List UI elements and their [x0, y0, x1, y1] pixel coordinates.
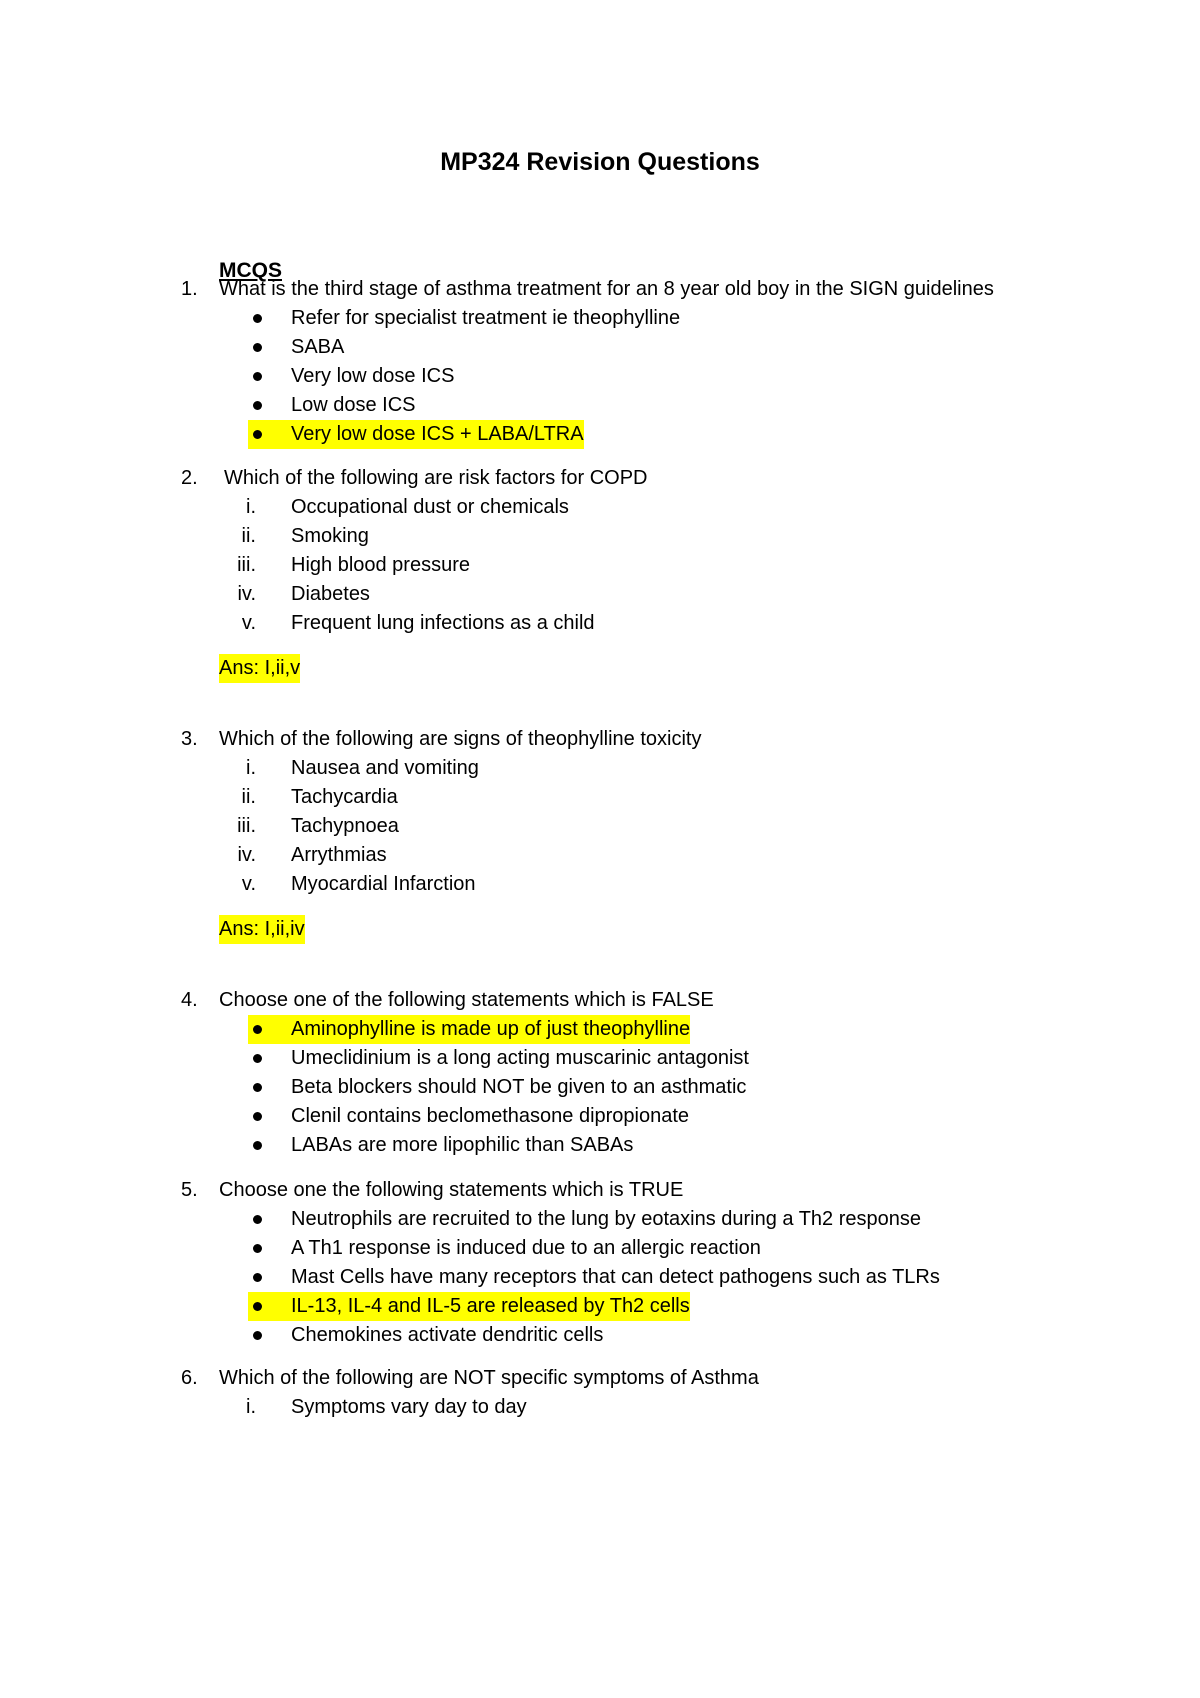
bullet-icon	[253, 1244, 262, 1253]
option-text: IL-13, IL-4 and IL-5 are released by Th2 cells	[291, 1292, 690, 1321]
question-text: Which of the following are signs of theophylline toxicity	[219, 728, 702, 750]
bullet-icon	[253, 1273, 262, 1282]
option-item	[0, 580, 1200, 609]
option-text: Aminophylline is made up of just theophylline	[291, 1015, 690, 1044]
option-item	[0, 1073, 1200, 1102]
option-text: High blood pressure	[291, 554, 470, 576]
option-text: Tachycardia	[291, 786, 398, 808]
option-item	[0, 1102, 1200, 1131]
bullet-icon	[253, 1025, 262, 1034]
option-item	[0, 522, 1200, 551]
option-marker: iv.	[237, 844, 256, 866]
option-item	[0, 1234, 1200, 1263]
bullet-icon	[253, 1302, 262, 1311]
option-text: Refer for specialist treatment ie theophylline	[291, 307, 681, 329]
option-item	[0, 493, 1200, 522]
option-item	[0, 754, 1200, 783]
option-text: Frequent lung infections as a child	[291, 612, 595, 634]
option-text: Very low dose ICS + LABA/LTRA	[291, 420, 584, 449]
option-item	[0, 1321, 1200, 1350]
question-line	[0, 275, 1200, 304]
bullet-icon	[253, 1215, 262, 1224]
option-text: Mast Cells have many receptors that can detect pathogens such as TLRs	[291, 1266, 940, 1288]
question-4	[0, 986, 1200, 1160]
bullet-icon	[253, 1083, 262, 1092]
section-heading: MCQS	[219, 259, 282, 282]
option-item	[0, 812, 1200, 841]
bullet-highlight	[248, 420, 291, 449]
option-item-correct	[0, 1015, 1200, 1044]
question-line	[0, 1364, 1200, 1393]
option-text: Neutrophils are recruited to the lung by eotaxins during a Th2 response	[291, 1208, 922, 1230]
bullet-highlight	[248, 1292, 291, 1321]
question-number: 6.	[181, 1367, 198, 1389]
question-line	[0, 986, 1200, 1015]
option-text: Tachypnoea	[291, 815, 399, 837]
question-text: Which of the following are NOT specific symptoms of Asthma	[219, 1367, 759, 1389]
option-marker: iii.	[237, 815, 256, 837]
option-item	[0, 551, 1200, 580]
option-text: SABA	[291, 336, 345, 358]
answer-text: Ans: I,ii,iv	[219, 915, 305, 944]
question-line	[0, 464, 1200, 493]
option-text: A Th1 response is induced due to an allergic reaction	[291, 1237, 761, 1259]
question-number: 4.	[181, 989, 198, 1011]
question-line	[0, 725, 1200, 754]
option-item	[0, 609, 1200, 638]
option-item	[0, 1044, 1200, 1073]
bullet-icon	[253, 401, 262, 410]
option-item	[0, 1393, 1200, 1422]
option-item	[0, 1205, 1200, 1234]
option-marker: i.	[246, 757, 256, 779]
option-text: LABAs are more lipophilic than SABAs	[291, 1134, 634, 1156]
question-text: What is the third stage of asthma treatment for an 8 year old boy in the SIGN guidelines	[219, 278, 994, 300]
option-text: Occupational dust or chemicals	[291, 496, 569, 518]
option-text: Clenil contains beclomethasone dipropionate	[291, 1105, 690, 1127]
option-item	[0, 841, 1200, 870]
bullet-icon	[253, 1054, 262, 1063]
option-item	[0, 870, 1200, 899]
option-item	[0, 304, 1200, 333]
question-number: 1.	[181, 278, 198, 300]
option-text: Myocardial Infarction	[291, 873, 476, 895]
option-marker: ii.	[241, 786, 256, 808]
option-marker: iii.	[237, 554, 256, 576]
option-text: Chemokines activate dendritic cells	[291, 1324, 604, 1346]
option-item	[0, 783, 1200, 812]
question-text: Which of the following are risk factors for COPD	[224, 467, 648, 489]
question-text: Choose one the following statements which is TRUE	[219, 1179, 684, 1201]
option-text: Low dose ICS	[291, 394, 416, 416]
page-title: MP324 Revision Questions	[440, 148, 760, 176]
bullet-icon	[253, 343, 262, 352]
option-marker: i.	[246, 496, 256, 518]
option-item	[0, 391, 1200, 420]
option-marker: iv.	[237, 583, 256, 605]
option-item	[0, 362, 1200, 391]
option-marker: i.	[246, 1396, 256, 1418]
option-item	[0, 1263, 1200, 1292]
option-marker: ii.	[241, 525, 256, 547]
option-marker: v.	[241, 873, 256, 895]
answer-line	[0, 915, 1200, 944]
option-text: Beta blockers should NOT be given to an asthmatic	[291, 1076, 747, 1098]
option-item-correct	[0, 1292, 1200, 1321]
bullet-icon	[253, 1141, 262, 1150]
bullet-icon	[253, 372, 262, 381]
option-text: Umeclidinium is a long acting muscarinic antagonist	[291, 1047, 749, 1069]
option-marker: v.	[241, 612, 256, 634]
bullet-highlight	[248, 1015, 291, 1044]
option-text: Nausea and vomiting	[291, 757, 479, 779]
bullet-icon	[253, 314, 262, 323]
question-1	[0, 275, 1200, 449]
option-item	[0, 1131, 1200, 1160]
bullet-icon	[253, 430, 262, 439]
question-3	[0, 725, 1200, 944]
option-item	[0, 333, 1200, 362]
question-number: 3.	[181, 728, 198, 750]
option-text: Smoking	[291, 525, 369, 547]
bullet-icon	[253, 1331, 262, 1340]
question-text: Choose one of the following statements which is FALSE	[219, 989, 714, 1011]
question-6	[0, 1364, 1200, 1422]
option-text: Symptoms vary day to day	[291, 1396, 527, 1418]
bullet-icon	[253, 1112, 262, 1121]
question-5	[0, 1176, 1200, 1350]
question-number: 2.	[181, 467, 198, 489]
option-text: Diabetes	[291, 583, 370, 605]
question-2	[0, 464, 1200, 683]
answer-line	[0, 654, 1200, 683]
question-line	[0, 1176, 1200, 1205]
option-text: Very low dose ICS	[291, 365, 455, 387]
answer-text: Ans: I,ii,v	[219, 654, 300, 683]
option-text: Arrythmias	[291, 844, 387, 866]
question-number: 5.	[181, 1179, 198, 1201]
option-item-correct	[0, 420, 1200, 449]
